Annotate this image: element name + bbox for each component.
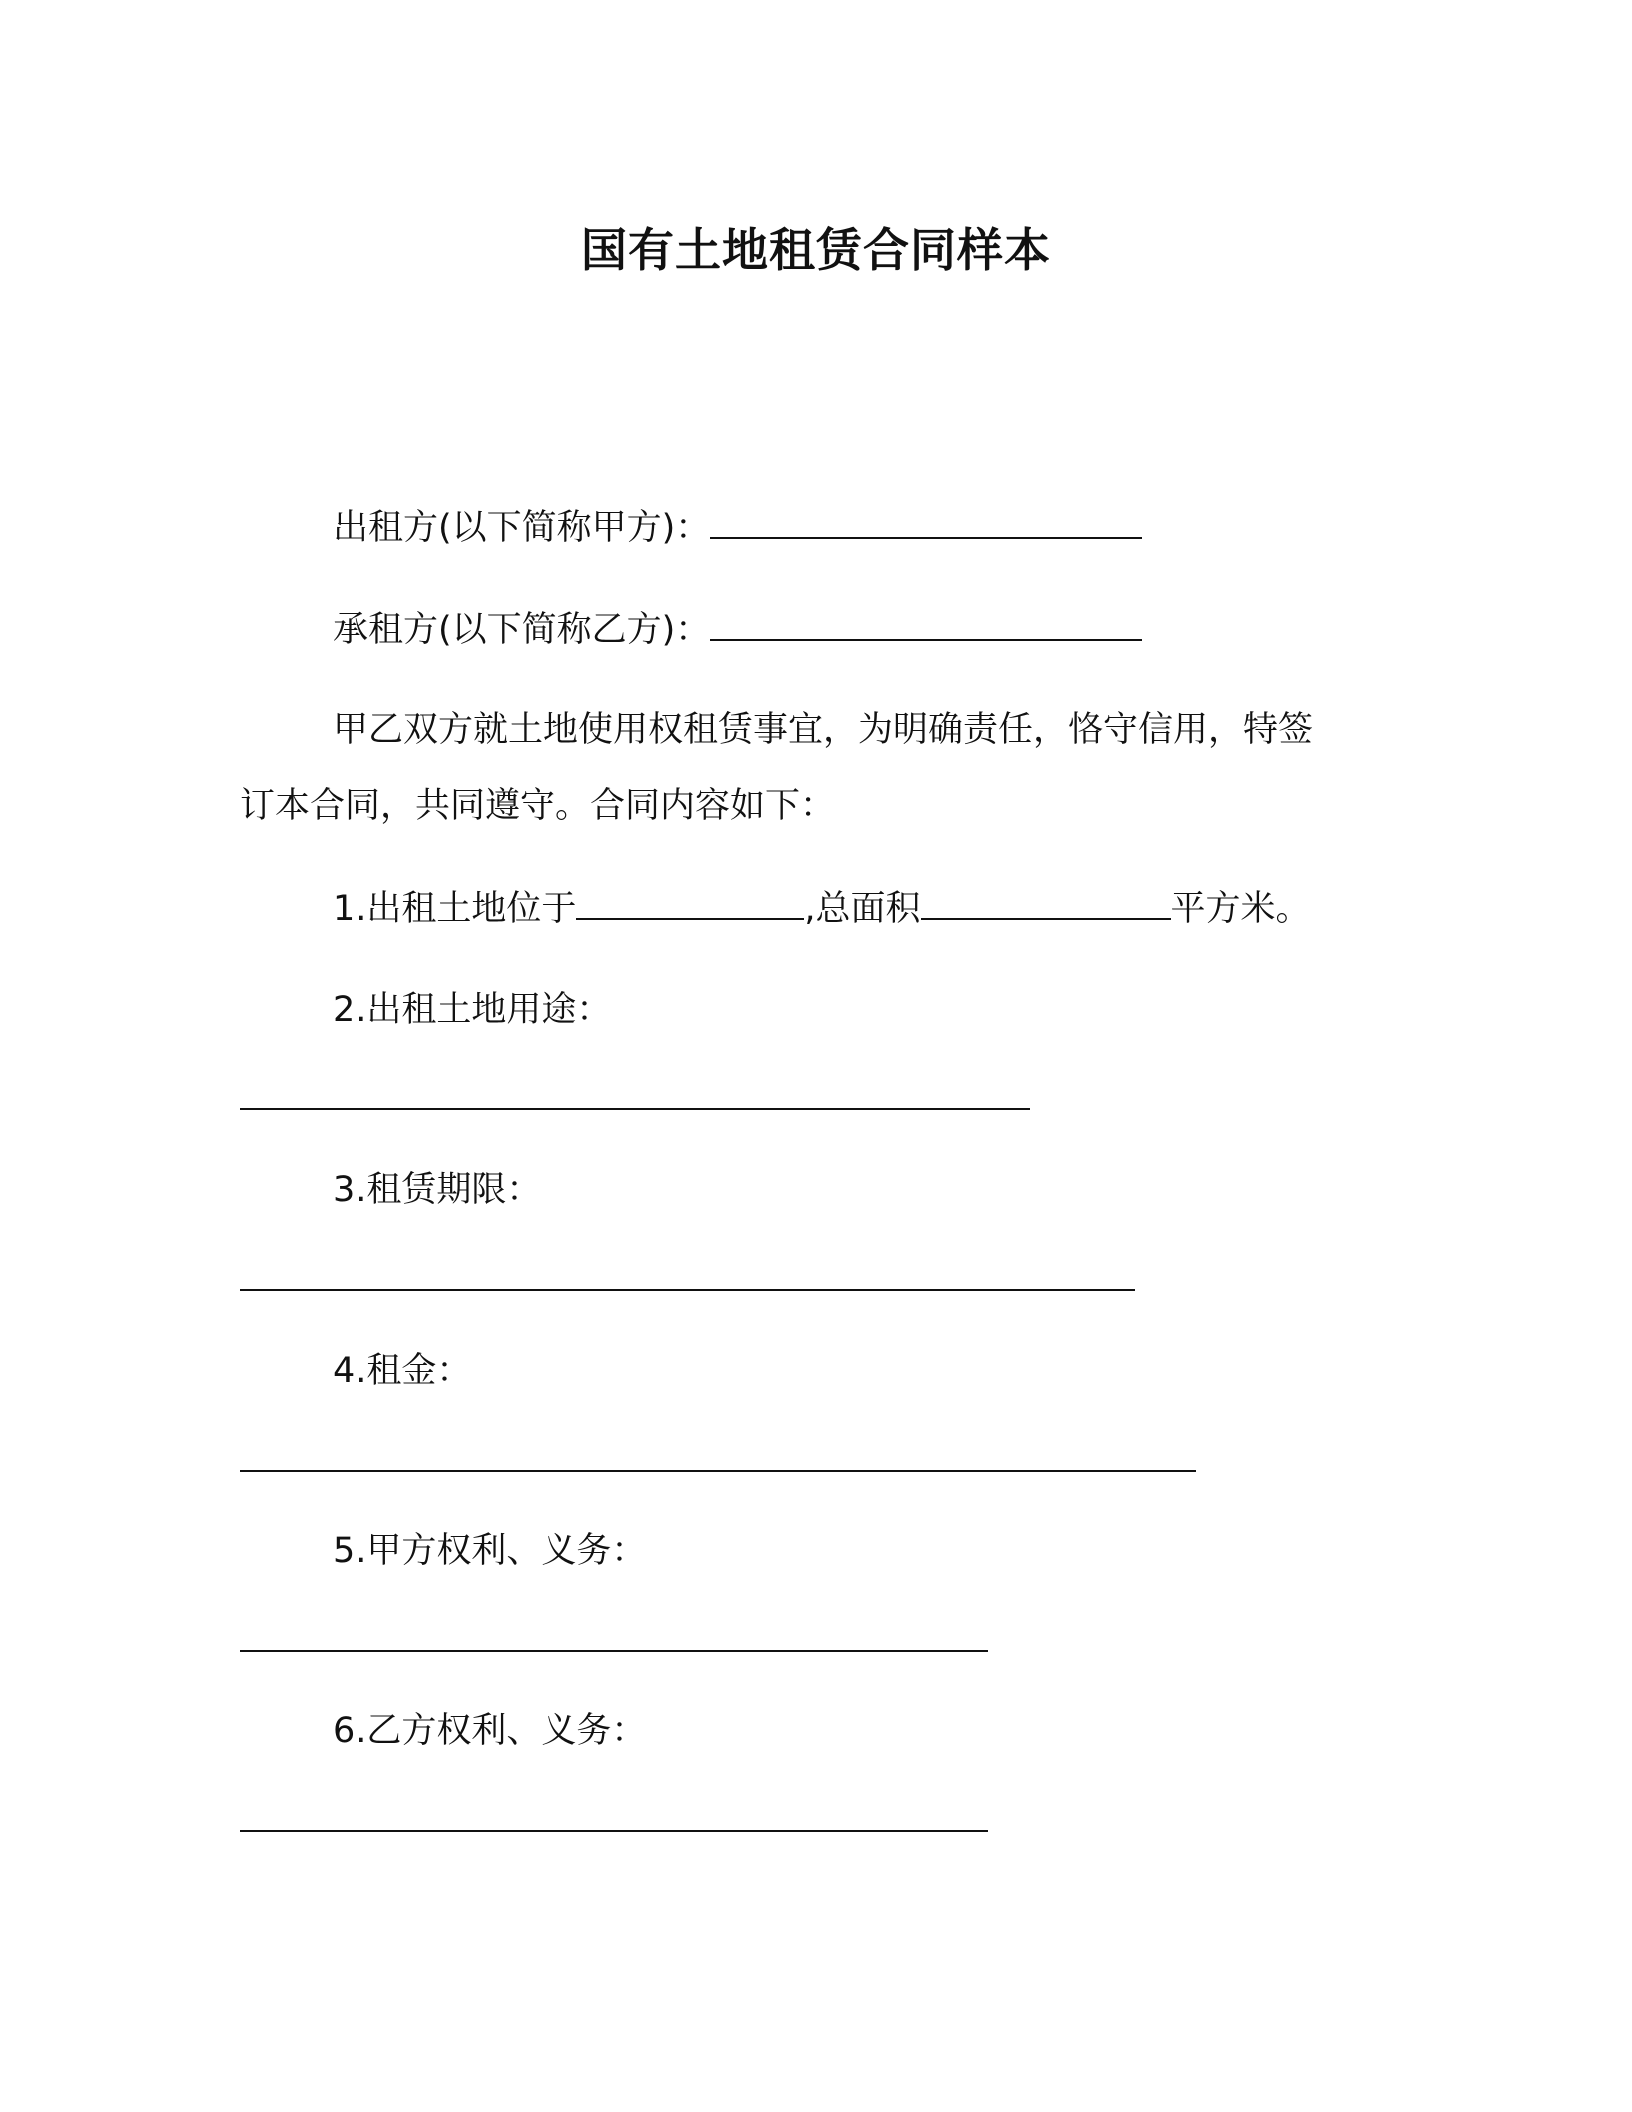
lessee-label: 承租方(以下简称乙方)：: [333, 610, 711, 650]
clause-2: 2.出租土地用途：: [333, 990, 612, 1030]
lessee-blank[interactable]: [710, 605, 1142, 641]
clause-1-area-label: ,总面积: [804, 889, 921, 929]
clause-4-blank[interactable]: [240, 1470, 1196, 1472]
clause-3: 3.租赁期限：: [333, 1170, 542, 1210]
clause-5-blank[interactable]: [240, 1650, 988, 1652]
clause-5: 5.甲方权利、义务：: [333, 1531, 647, 1571]
lessee-line: [333, 605, 1142, 654]
clause-3-blank[interactable]: [240, 1289, 1135, 1291]
lessor-label: 出租方(以下简称甲方)：: [333, 508, 711, 548]
lessor-blank[interactable]: [710, 503, 1142, 539]
clause-1-unit: 平方米。: [1170, 889, 1311, 929]
location-blank[interactable]: [576, 884, 804, 920]
page-title: 国有土地租赁合同样本: [581, 223, 1051, 277]
clause-6: 6.乙方权利、义务：: [333, 1711, 647, 1751]
clause-6-blank[interactable]: [240, 1830, 988, 1832]
clause-1: [333, 884, 1311, 933]
clause-1-location-label: 1.出租土地位于: [333, 889, 577, 929]
clause-2-blank[interactable]: [240, 1108, 1030, 1110]
area-blank[interactable]: [921, 884, 1171, 920]
clause-4: 4.租金：: [333, 1351, 472, 1391]
lessor-line: [333, 503, 1142, 552]
intro-line-1: 甲乙双方就土地使用权租赁事宜，为明确责任，恪守信用，特签: [333, 710, 1314, 750]
intro-line-2: 订本合同，共同遵守。合同内容如下：: [240, 786, 836, 826]
